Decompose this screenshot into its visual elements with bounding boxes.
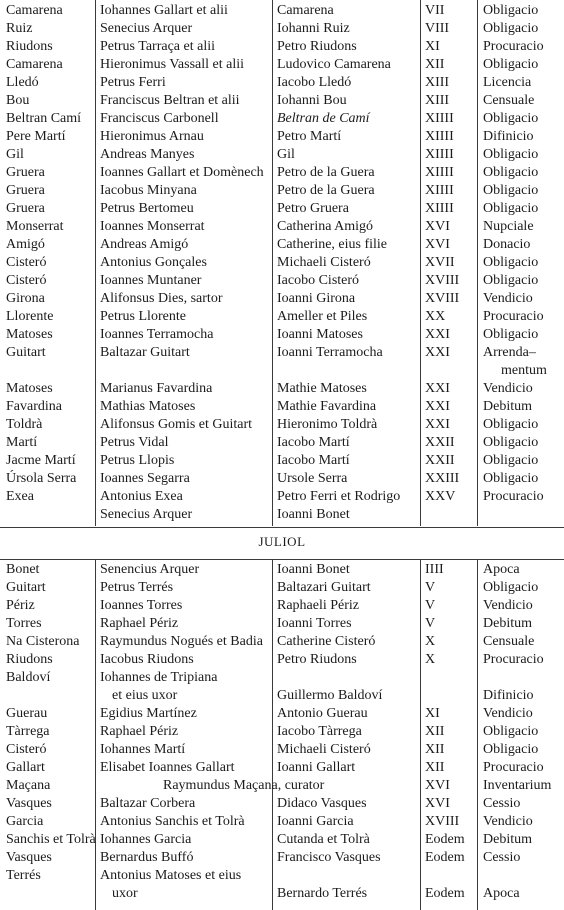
grantor-cell: Ioannes Segarra [100,471,190,486]
surname-cell: Guitart [6,580,46,595]
grantor-cell: Senencius Arquer [100,562,200,577]
grantee-cell: Ameller et Piles [277,309,368,324]
surname-cell: Maçana [6,778,51,793]
day-cell: Eodem [425,850,465,865]
day-cell: XIIII [425,201,454,216]
act-type-cell: Obligacio [483,327,539,342]
surname-cell: Favardina [6,399,62,414]
grantor-cell: Antonius Matoses et eius [100,868,242,883]
surname-cell: Riudons [6,652,53,667]
day-cell: XXI [425,381,450,396]
grantor-cell: Raphael Périz [100,616,179,631]
day-cell: XVIII [425,273,460,288]
day-cell: XXII [425,435,455,450]
grantor-cell: Petrus Bertomeu [100,201,194,216]
grantor-cell: Franciscus Carbonell [100,111,219,126]
grantor-cell: Alifonsus Dies, sartor [100,291,223,306]
act-type-cell: Debitum [483,399,532,414]
surname-cell: Guerau [6,706,48,721]
grantor-cell: Alifonsus Gomis et Guitart [100,417,253,432]
day-cell: XI [425,39,440,54]
surname-cell: Matoses [6,381,53,396]
act-type-cell: Arrenda– [483,345,536,360]
grantee-cell: Mathie Favardina [277,399,377,414]
surname-cell: Cisteró [6,273,47,288]
act-type-cell: Debitum [483,832,532,847]
act-type-cell: mentum [501,363,547,378]
act-type-cell: Obligacio [483,742,539,757]
grantee-cell: Cutanda et Tolrà [277,832,370,847]
day-cell: XXIII [425,471,460,486]
grantee-cell: Ludovico Camarena [277,57,391,72]
grantee-cell: Iohanni Bou [277,93,347,108]
grantee-cell: Michaeli Cisteró [277,742,371,757]
day-cell: V [425,580,436,595]
surname-cell: Riudons [6,39,53,54]
column-divider [272,0,273,526]
act-type-cell: Obligacio [483,3,539,18]
day-cell: X [425,652,436,667]
column-divider [95,0,96,526]
section-rule [0,559,564,560]
day-cell: XVI [425,778,450,793]
grantee-cell: Petro Ferri et Rodrigo [277,489,401,504]
grantee-cell: Hieronimo Toldrà [277,417,378,432]
grantee-cell: Petro Riudons [277,652,357,667]
grantee-cell: Petro Riudons [277,39,357,54]
grantor-cell: Ioannes Terramocha [100,327,214,342]
grantor-cell: Hieronimus Arnau [100,129,204,144]
grantor-cell: Iohannes Martí [100,742,186,757]
surname-cell: Matoses [6,327,53,342]
surname-cell: Beltran Camí [6,111,82,126]
day-cell: VIII [425,21,450,36]
act-type-cell: Procuracio [483,309,544,324]
act-type-cell: Obligacio [483,201,539,216]
act-type-cell: Obligacio [483,273,539,288]
act-type-cell: Difinicio [483,688,534,703]
grantor-cell: Andreas Amigó [100,237,189,252]
grantee-cell: Ioanni Girona [277,291,356,306]
grantor-cell: Marianus Favardina [100,381,213,396]
grantor-cell: Raymundus Nogués et Badia [100,634,263,649]
surname-cell: Lledó [6,75,39,90]
surname-cell: Torres [6,616,42,631]
surname-cell: Camarena [6,57,63,72]
day-cell: XIIII [425,129,454,144]
surname-cell: Gruera [6,201,45,216]
day-cell: XIIII [425,147,454,162]
grantor-cell: Iohannes de Tripiana [100,670,218,685]
day-cell: XIIII [425,111,454,126]
grantee-cell: Iacobo Lledó [277,75,352,90]
surname-cell: Vasques [6,850,52,865]
day-cell: XII [425,724,445,739]
act-type-cell: Apoca [483,886,520,901]
grantee-cell: Ursole Serra [277,471,348,486]
grantee-cell: Ioanni Bonet [277,562,350,577]
grantee-cell: Mathie Matoses [277,381,367,396]
grantor-cell: Egidius Martínez [100,706,197,721]
grantee-cell: Petro Gruera [277,201,349,216]
act-type-cell: Obligacio [483,471,539,486]
surname-cell: Girona [6,291,45,306]
grantee-cell: Beltran de Camí [277,111,370,126]
day-cell: XIII [425,93,450,108]
day-cell: IIII [425,562,444,577]
day-cell: XIIII [425,165,454,180]
act-type-cell: Nupciale [483,219,534,234]
grantee-cell: Ioanni Matoses [277,327,363,342]
grantor-cell: Ioannes Muntaner [100,273,202,288]
surname-cell: Guitart [6,345,46,360]
day-cell: VII [425,3,445,18]
grantor-cell: Baltazar Guitart [100,345,190,360]
grantee-cell: Iacobo Martí [277,453,350,468]
grantee-cell: Antonio Guerau [277,706,368,721]
day-cell: XXV [425,489,456,504]
grantor-cell: Ioannes Gallart et Domènech [100,165,264,180]
surname-cell: Terrés [6,868,41,883]
surname-cell: Périz [6,598,35,613]
day-cell: XVI [425,237,450,252]
grantor-cell: Ioannes Torres [100,598,183,613]
day-cell: XII [425,760,445,775]
day-cell: XXI [425,417,450,432]
surname-cell: Úrsola Serra [6,471,77,486]
day-cell: XVII [425,255,455,270]
surname-cell: Gruera [6,183,45,198]
act-type-cell: Censuale [483,634,535,649]
column-divider [420,0,421,526]
day-cell: X [425,634,436,649]
grantor-cell: Petrus Llorente [100,309,186,324]
grantee-cell: Iacobo Tàrrega [277,724,362,739]
grantee-cell: Ioanni Garcia [277,814,354,829]
grantor-cell: Andreas Manyes [100,147,195,162]
grantee-cell: Didaco Vasques [277,796,367,811]
grantor-cell: Petrus Vidal [100,435,169,450]
grantee-cell: Iohanni Ruiz [277,21,350,36]
column-divider [95,560,96,910]
grantor-cell: Senecius Arquer [100,507,193,522]
grantee-cell: Ioanni Torres [277,616,352,631]
grantee-cell: Petro de la Guera [277,165,375,180]
day-cell: XII [425,57,445,72]
act-type-cell: Obligacio [483,183,539,198]
grantee-cell: Catherine Cisteró [277,634,376,649]
grantor-cell: Hieronimus Vassall et alii [100,57,244,72]
day-cell: XVIII [425,814,460,829]
grantor-cell: Raphael Périz [100,724,179,739]
grantee-cell: Catherine, eius filie [277,237,388,252]
surname-cell: Bonet [6,562,40,577]
day-cell: XI [425,706,440,721]
section-rule [0,527,564,528]
section-heading: JULIOL [258,534,306,549]
surname-cell: Amigó [6,237,45,252]
day-cell: XIIII [425,183,454,198]
act-type-cell: Difinicio [483,129,534,144]
act-type-cell: Procuracio [483,760,544,775]
surname-cell: Exea [6,489,34,504]
act-type-cell: Vendicio [483,706,533,721]
grantor-cell: uxor [112,886,138,901]
act-type-cell: Censuale [483,93,535,108]
column-divider [477,0,478,526]
act-type-cell: Procuracio [483,652,544,667]
surname-cell: Garcia [6,814,44,829]
grantor-cell: Antonius Sanchis et Tolrà [100,814,245,829]
act-type-cell: Procuracio [483,39,544,54]
act-type-cell: Debitum [483,616,532,631]
surname-cell: Monserrat [6,219,64,234]
grantor-cell: Iacobus Minyana [100,183,197,198]
grantee-cell: Guillermo Baldoví [277,688,383,703]
grantor-cell: Mathias Matoses [100,399,196,414]
grantee-cell: Petro Martí [277,129,342,144]
act-type-cell: Obligacio [483,165,539,180]
grantor-cell: Ioannes Monserrat [100,219,205,234]
surname-cell: Llorente [6,309,54,324]
grantor-cell: Antonius Gonçales [100,255,207,270]
grantee-cell: Raphaeli Périz [277,598,360,613]
grantor-cell: et eius uxor [112,688,178,703]
grantee-cell: Francisco Vasques [277,850,381,865]
act-type-cell: Obligacio [483,255,539,270]
grantee-cell: Ioanni Gallart [277,760,356,775]
act-type-cell: Vendicio [483,598,533,613]
act-type-cell: Donacio [483,237,531,252]
act-type-cell: Cessio [483,796,521,811]
grantee-cell: Gil [277,147,295,162]
day-cell: XXI [425,399,450,414]
surname-cell: Gallart [6,760,45,775]
grantor-cell: Iacobus Riudons [100,652,194,667]
grantor-cell: Petrus Terrés [100,580,174,595]
grantee-cell: Bernardo Terrés [277,886,368,901]
act-type-cell: Obligacio [483,417,539,432]
grantor-cell: Elisabet Ioannes Gallart [100,760,235,775]
surname-cell: Na Cisterona [6,634,80,649]
day-cell: XX [425,309,446,324]
act-type-cell: Vendicio [483,291,533,306]
surname-cell: Tàrrega [6,724,50,739]
grantor-cell: Iohannes Garcia [100,832,192,847]
day-cell: XIII [425,75,450,90]
day-cell: XXII [425,453,455,468]
day-cell: V [425,598,436,613]
act-type-cell: Apoca [483,562,520,577]
surname-cell: Ruiz [6,21,33,36]
grantor-cell: Bernardus Buffó [100,850,194,865]
day-cell: XVI [425,796,450,811]
day-cell: XXI [425,345,450,360]
surname-cell: Camarena [6,3,63,18]
grantor-cell: Iohannes Gallart et alii [100,3,228,18]
grantor-cell: Petrus Tarraça et alii [100,39,215,54]
surname-cell: Toldrà [6,417,43,432]
act-type-cell: Obligacio [483,111,539,126]
act-type-cell: Obligacio [483,453,539,468]
merged-party-cell: Raymundus Maçana, curator [163,778,325,793]
surname-cell: Bou [6,93,30,108]
grantee-cell: Michaeli Cisteró [277,255,371,270]
surname-cell: Cisteró [6,742,47,757]
act-type-cell: Licencia [483,75,532,90]
day-cell: Eodem [425,832,465,847]
surname-cell: Gil [6,147,24,162]
grantee-cell: Petro de la Guera [277,183,375,198]
act-type-cell: Inventarium [483,778,552,793]
surname-cell: Baldoví [6,670,51,685]
grantor-cell: Petrus Ferri [100,75,166,90]
act-type-cell: Procuracio [483,489,544,504]
grantor-cell: Antonius Exea [100,489,183,504]
act-type-cell: Vendicio [483,814,533,829]
day-cell: XVI [425,219,450,234]
column-divider [272,560,273,910]
surname-cell: Sanchis et Tolrà [6,832,96,847]
column-divider [477,560,478,910]
surname-cell: Cisteró [6,255,47,270]
day-cell: XVIII [425,291,460,306]
grantor-cell: Petrus Llopis [100,453,175,468]
act-type-cell: Obligacio [483,724,539,739]
surname-cell: Vasques [6,796,52,811]
grantee-cell: Catherina Amigó [277,219,374,234]
day-cell: XXI [425,327,450,342]
surname-cell: Gruera [6,165,45,180]
act-type-cell: Cessio [483,850,521,865]
act-type-cell: Obligacio [483,580,539,595]
day-cell: V [425,616,436,631]
act-type-cell: Obligacio [483,147,539,162]
grantee-cell: Camarena [277,3,334,18]
day-cell: Eodem [425,886,465,901]
act-type-cell: Vendicio [483,381,533,396]
act-type-cell: Obligacio [483,57,539,72]
grantee-cell: Ioanni Bonet [277,507,350,522]
grantee-cell: Iacobo Martí [277,435,350,450]
grantor-cell: Baltazar Corbera [100,796,196,811]
column-divider [420,560,421,910]
day-cell: XII [425,742,445,757]
grantee-cell: Baltazari Guitart [277,580,371,595]
grantee-cell: Ioanni Terramocha [277,345,383,360]
surname-cell: Martí [6,435,38,450]
surname-cell: Pere Martí [6,129,66,144]
grantee-cell: Iacobo Cisteró [277,273,360,288]
act-type-cell: Obligacio [483,435,539,450]
act-type-cell: Obligacio [483,21,539,36]
grantor-cell: Senecius Arquer [100,21,193,36]
surname-cell: Jacme Martí [6,453,76,468]
grantor-cell: Franciscus Beltran et alii [100,93,240,108]
